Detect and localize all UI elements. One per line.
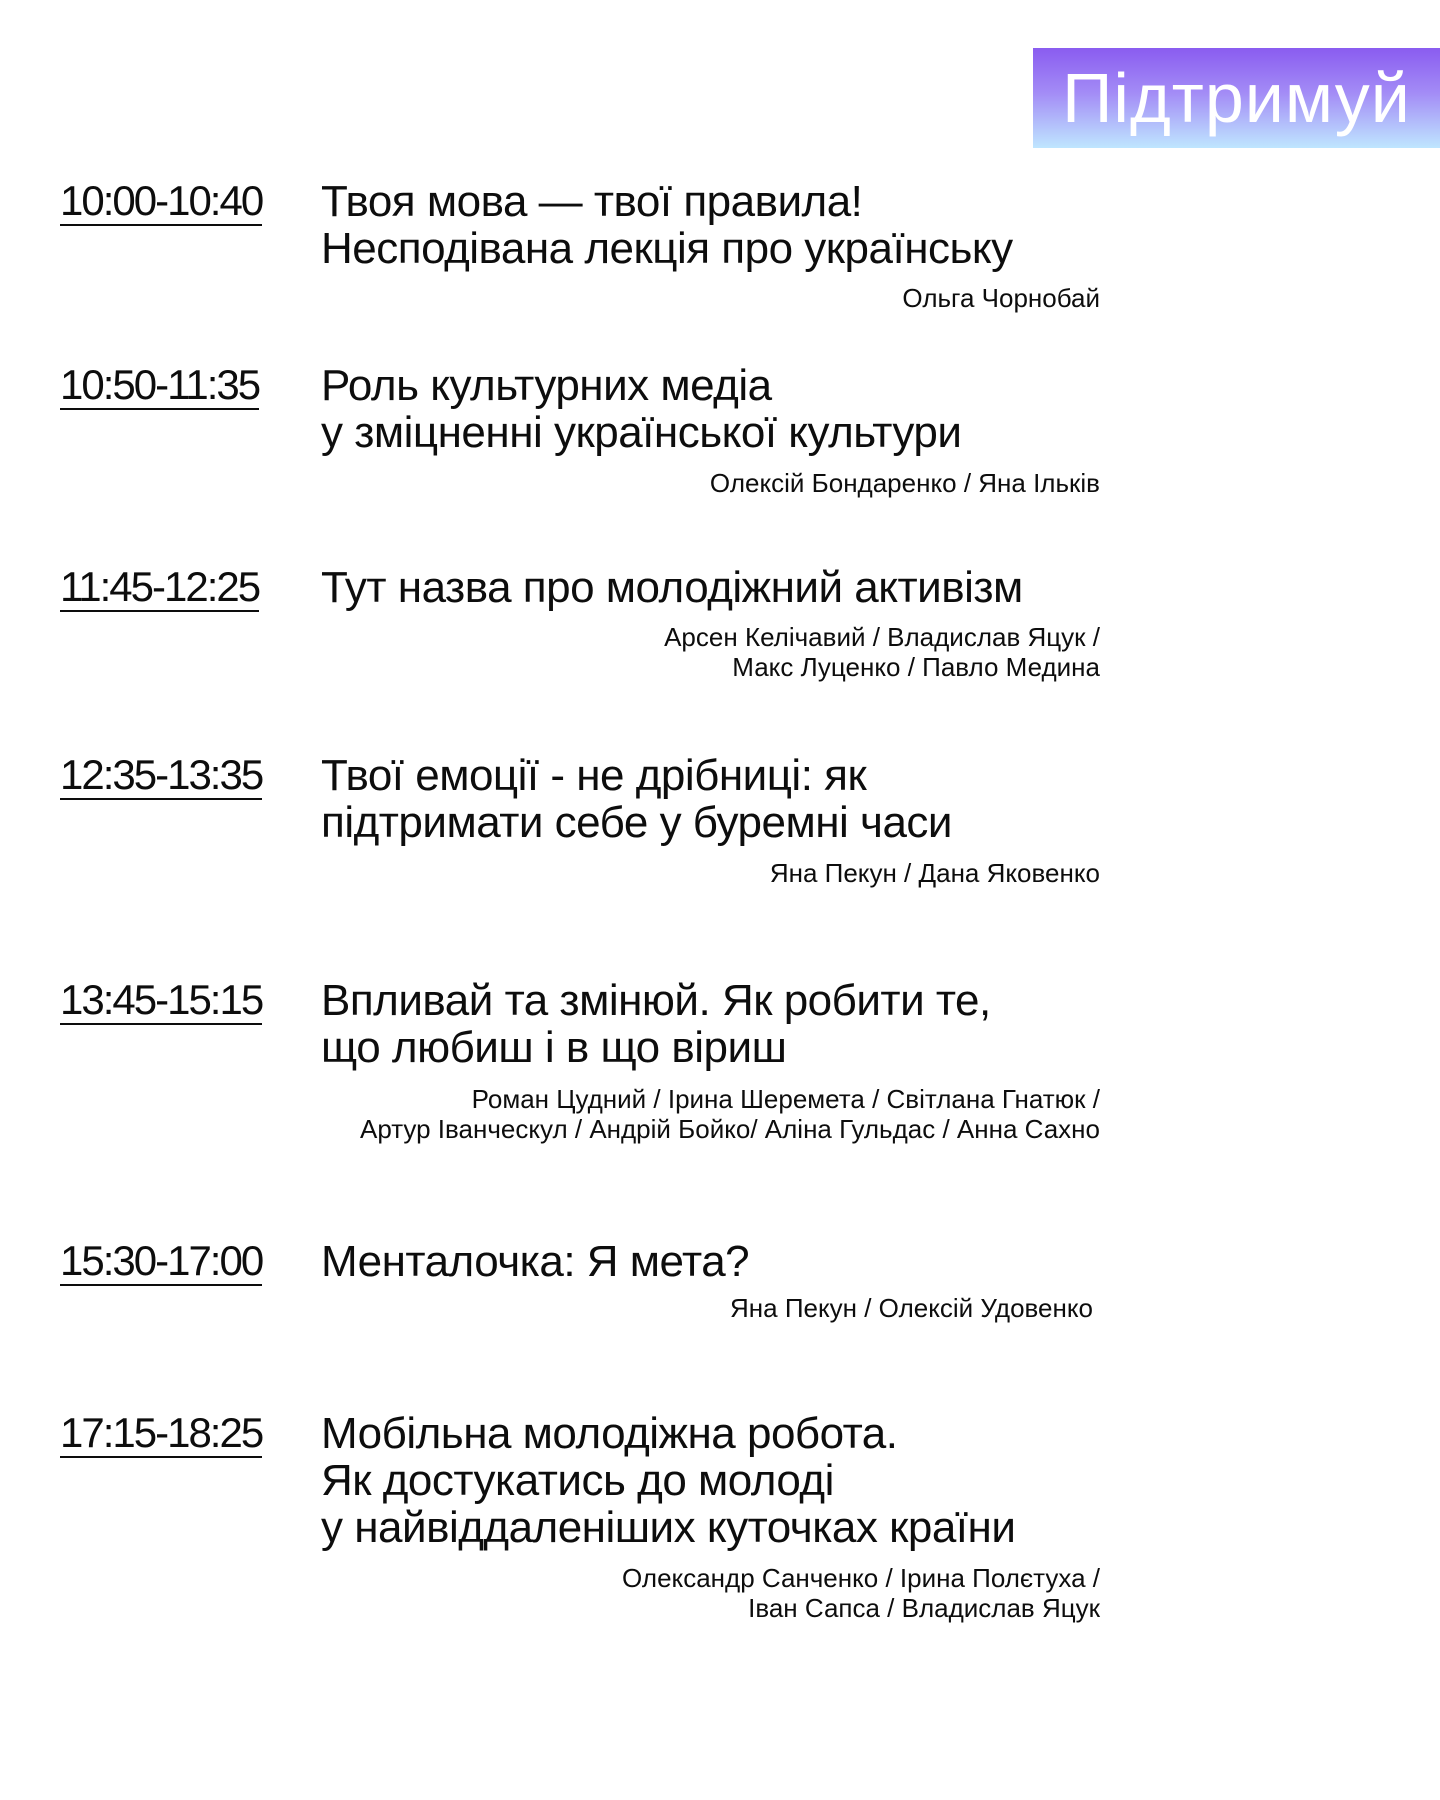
- session-title: [321, 752, 1141, 846]
- speakers-line: Макс Луценко / Павло Медина: [732, 652, 1100, 682]
- session-speakers: [710, 468, 1100, 498]
- session-time: 13:45-15:15: [60, 976, 263, 1023]
- session-title: [321, 1238, 1141, 1285]
- session-title-line: у зміцненні української культури: [321, 408, 962, 457]
- session-title-line: Менталочка: Я мета?: [321, 1237, 750, 1286]
- session-time: 15:30-17:00: [60, 1237, 263, 1284]
- session-title: [321, 1410, 1141, 1551]
- session-title-line: Несподівана лекція про українську: [321, 224, 1013, 273]
- speakers-line: Арсен Келічавий / Владислав Яцук /: [664, 622, 1100, 652]
- session-speakers: [664, 622, 1100, 682]
- speakers-line: Олександр Санченко / Ірина Полєтуха /: [621, 1563, 1100, 1593]
- session-title-line: Як достукатись до молоді: [321, 1456, 834, 1505]
- speakers-line: Яна Пекун / Дана Яковенко: [769, 858, 1100, 888]
- session-title: [321, 178, 1141, 272]
- session-time: 10:50-11:35: [60, 361, 260, 408]
- session-title-line: Тут назва про молодіжний активізм: [321, 563, 1023, 612]
- session-speakers: [360, 1084, 1100, 1144]
- session-time: 11:45-12:25: [60, 563, 260, 610]
- session-speakers: [902, 283, 1100, 313]
- session-title-line: Впливай та змінюй. Як робити те,: [321, 976, 991, 1025]
- session-title-line: Твої емоції - не дрібниці: як: [321, 751, 867, 800]
- session-speakers: [770, 858, 1100, 888]
- brand-badge: [1033, 48, 1440, 148]
- session-title-line: Мобільна молодіжна робота.: [321, 1409, 898, 1458]
- session-time: 12:35-13:35: [60, 751, 263, 798]
- session-title-line: підтримати себе у буремні часи: [321, 798, 952, 847]
- session-title-line: що любиш і в що віриш: [321, 1023, 787, 1072]
- session-title-line: Твоя мова — твої правила!: [321, 177, 863, 226]
- session-title-line: Роль культурних медіа: [321, 361, 772, 410]
- speakers-line: Іван Сапса / Владислав Яцук: [748, 1593, 1100, 1623]
- session-title: [321, 564, 1141, 611]
- speakers-line: Артур Іванческул / Андрій Бойко/ Аліна Гульдас / Анна Сахно: [359, 1114, 1100, 1144]
- session-time: 10:00-10:40: [60, 177, 263, 224]
- badge-label: Підтримуй: [1062, 59, 1411, 137]
- session-speakers: [622, 1563, 1100, 1623]
- speakers-line: Олексій Бондаренко / Яна Ільків: [709, 468, 1100, 498]
- session-title-line: у найвіддаленіших куточках країни: [321, 1503, 1016, 1552]
- session-time: 17:15-18:25: [60, 1409, 263, 1456]
- speakers-line: Ольга Чорнобай: [902, 283, 1100, 313]
- session-title: [321, 362, 1141, 456]
- session-title: [321, 977, 1141, 1071]
- session-speakers: [730, 1293, 1093, 1323]
- speakers-line: Роман Цудний / Ірина Шеремета / Світлана Гнатюк /: [471, 1084, 1100, 1114]
- speakers-line: Яна Пекун / Олексій Удовенко: [730, 1293, 1093, 1323]
